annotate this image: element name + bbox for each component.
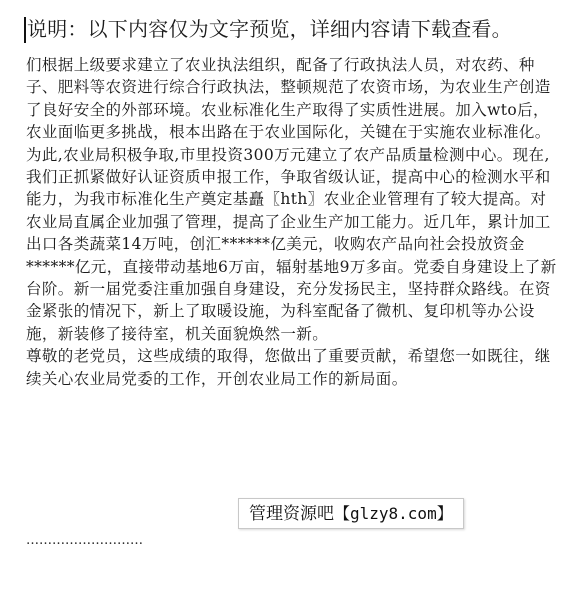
document-body: [26, 54, 562, 390]
watermark-banner: [238, 498, 464, 529]
preview-notice: 说明：以下内容仅为文字预览，详细内容请下载查看。: [27, 17, 512, 41]
watermark-name: 管理资源吧: [249, 504, 334, 524]
ellipsis: ………………………: [26, 533, 143, 548]
watermark-site: 【glzy8.com】: [334, 504, 453, 523]
paragraph: 们根据上级要求建立了农业执法组织，配备了行政执法人员，对农药、种子、肥料等农资进行综合行政执法，整顿规范了农资市场，为农业生产创造了良好安全的外部环境。农业标准化生产取得了实质性进展。加入wto后，农业面临更多挑战，根本出路在于农业国际化，关键在于实施农业标准化。为此,农业局积极争取,市里投资300万元建立了农产品质量检测中心。现在,我们正抓紧做好认证资质申报工作，争取省级认证，提高中心的检测水平和能力，为我市标准化生产奠定基矗〖hth〗农业企业管理有了较大提高。对农业局直属企业加强了管理，提高了企业生产加工能力。近几年，累计加工出口各类蔬菜14万吨，创汇******亿美元，收购农产品向社会投放资金******亿元，直接带动基地6万亩，辐射基地9万多亩。党委自身建设上了新台阶。新一届党委注重加强自身建设，充分发扬民主，坚持群众路线。在资金紧张的情况下，新上了取暖设施，为科室配备了微机、复印机等办公设施，新装修了接待室，机关面貌焕然一新。: [26, 56, 557, 343]
paragraph: 尊敬的老党员，这些成绩的取得，您做出了重要贡献，希望您一如既往，继续关心农业局党委的工作，开创农业局工作的新局面。: [26, 347, 551, 388]
text-cursor: [24, 17, 26, 43]
